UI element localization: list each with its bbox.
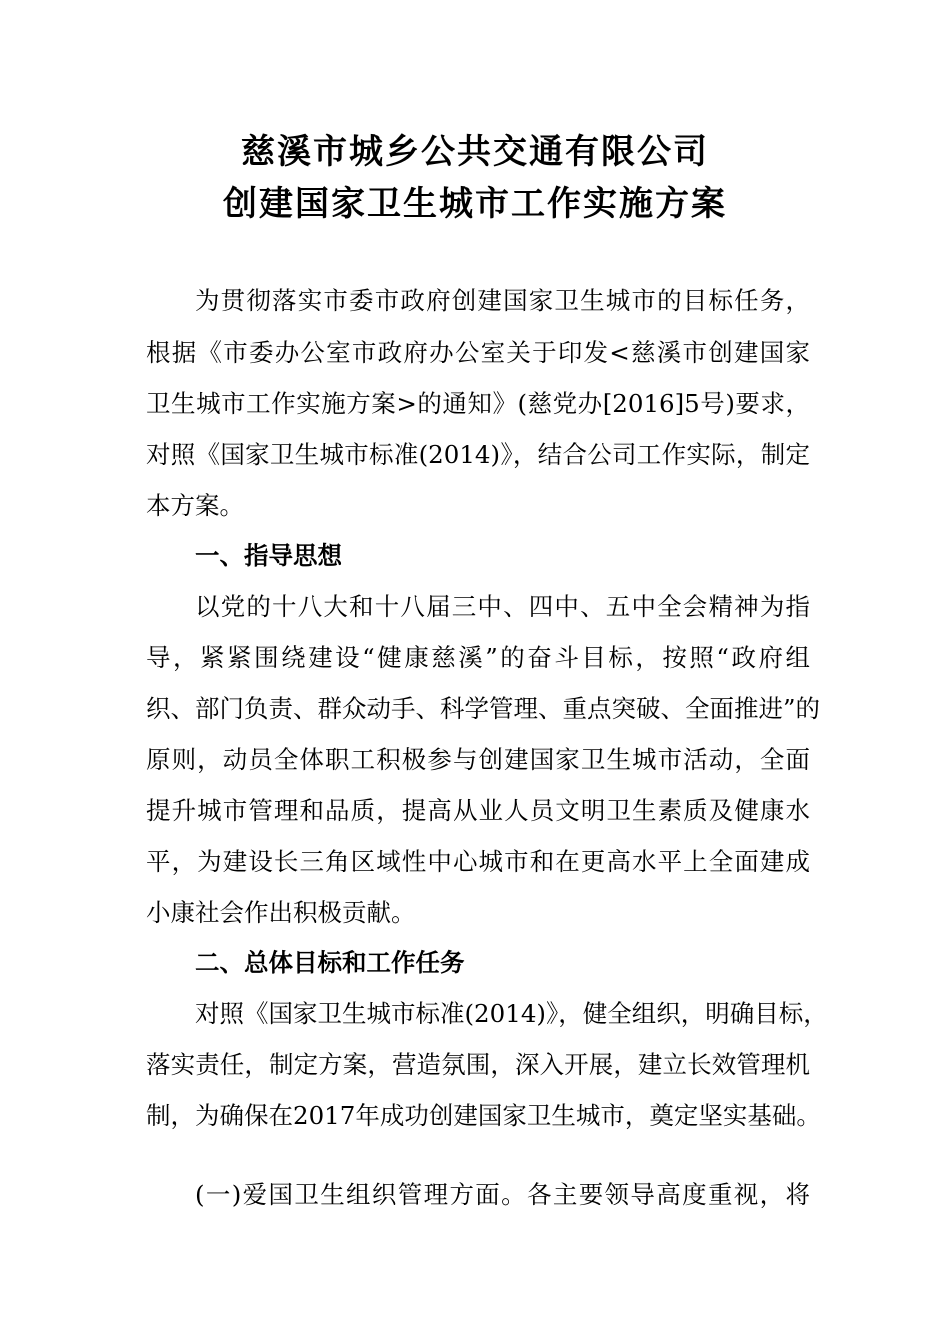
intro-line-4: 对照《国家卫生城市标准(2014)》，结合公司工作实际，制定	[146, 440, 810, 469]
section2-line-1: 对照《国家卫生城市标准(2014)》，健全组织，明确目标，	[195, 999, 828, 1028]
section2-line-2: 落实责任，制定方案，营造氛围，深入开展，建立长效管理机	[146, 1050, 810, 1079]
document-title-line-2: 创建国家卫生城市工作实施方案	[223, 184, 727, 224]
subsection1-line-1: (一)爱国卫生组织管理方面。各主要领导高度重视，将	[195, 1180, 810, 1209]
section1-line-7: 小康社会作出积极贡献。	[146, 898, 416, 927]
section-heading-guiding-ideology: 一、指导思想	[195, 541, 342, 570]
intro-line-2: 根据《市委办公室市政府办公室关于印发<慈溪市创建国家	[146, 338, 810, 367]
intro-line-5: 本方案。	[146, 491, 244, 520]
section1-line-1: 以党的十八大和十八届三中、四中、五中全会精神为指	[195, 592, 810, 621]
document-title-line-1: 慈溪市城乡公共交通有限公司	[241, 132, 709, 172]
section1-line-3: 织、部门负责、群众动手、科学管理、重点突破、全面推进”的	[146, 694, 821, 723]
section1-line-2: 导，紧紧围绕建设“健康慈溪”的奋斗目标，按照“政府组	[146, 643, 810, 672]
section1-line-4: 原则，动员全体职工积极参与创建国家卫生城市活动，全面	[146, 745, 810, 774]
section1-line-5: 提升城市管理和品质，提高从业人员文明卫生素质及健康水	[146, 796, 810, 825]
section2-line-3: 制，为确保在2017年成功创建国家卫生城市，奠定坚实基础。	[146, 1101, 821, 1130]
intro-line-1: 为贯彻落实市委市政府创建国家卫生城市的目标任务，	[195, 286, 810, 315]
section1-line-6: 平，为建设长三角区域性中心城市和在更高水平上全面建成	[146, 847, 810, 876]
section-heading-overall-goals: 二、总体目标和工作任务	[195, 948, 465, 977]
intro-line-3: 卫生城市工作实施方案>的通知》(慈党办[2016]5号)要求，	[146, 389, 810, 418]
